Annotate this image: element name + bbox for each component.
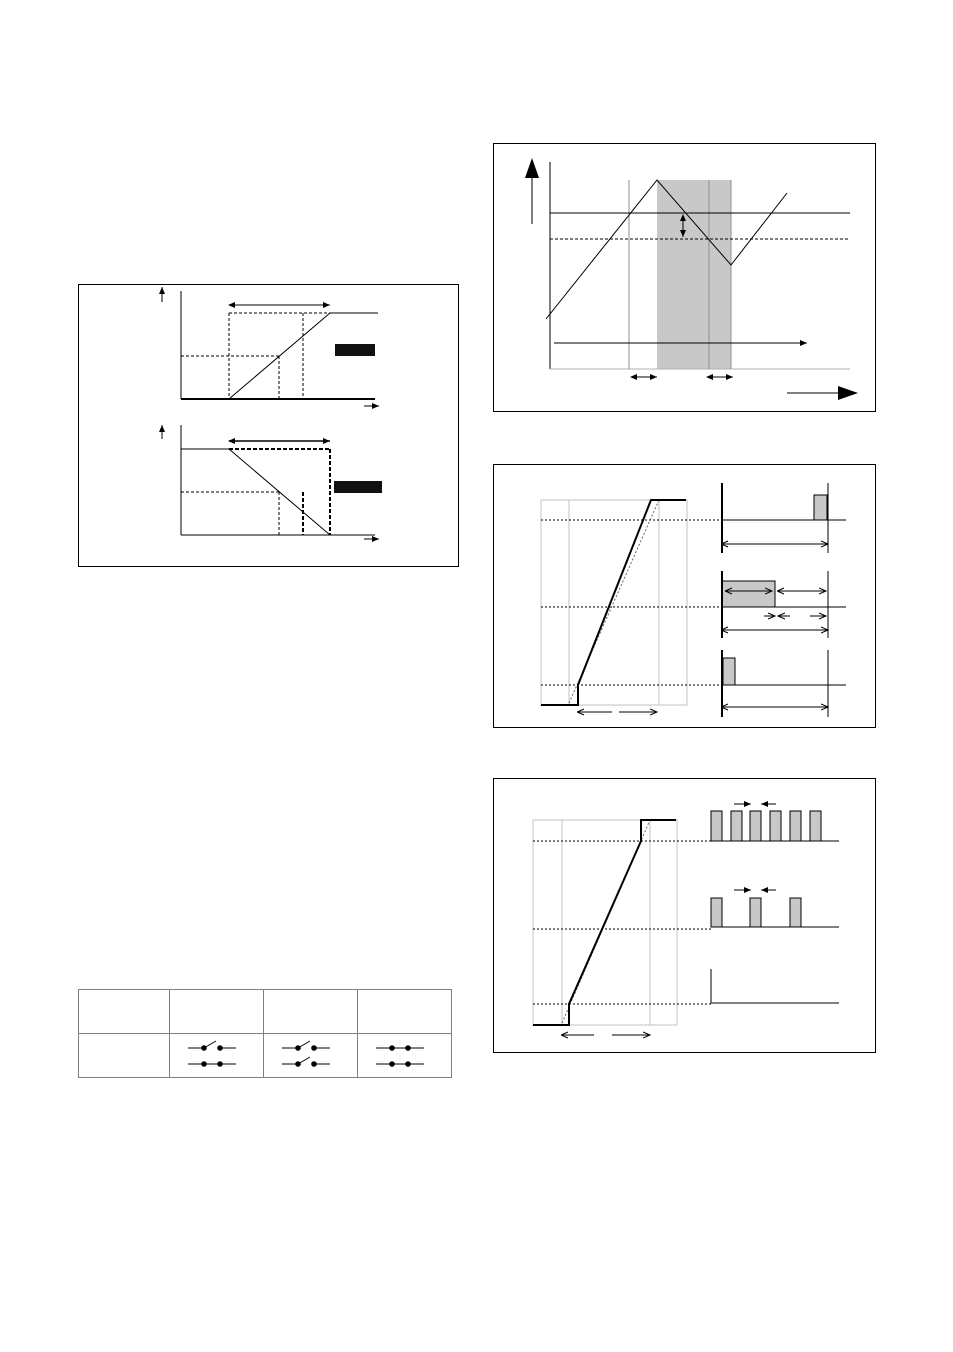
table-header-cell	[358, 990, 452, 1034]
lower-graph	[162, 425, 382, 539]
switch-contact-icon	[358, 1034, 451, 1077]
switch-contact-icon	[170, 1034, 263, 1077]
switch-state-table	[78, 989, 452, 1078]
proportional-band-panel	[78, 284, 459, 567]
upper-graph	[162, 287, 379, 406]
pulse-output-diagram	[494, 779, 875, 1052]
table-header-cell	[264, 990, 358, 1034]
table-row-label	[79, 1034, 170, 1078]
switch-cell	[358, 1034, 452, 1078]
pulse-row-high	[711, 804, 839, 841]
switch-cell	[264, 1034, 358, 1078]
hysteresis-panel	[493, 143, 876, 412]
proportional-band-diagram	[79, 285, 458, 566]
shaded-region	[657, 180, 731, 369]
table-header-cell	[79, 990, 170, 1034]
label-box-reverse	[335, 344, 375, 356]
label-box-direct	[334, 481, 382, 493]
switch-cell	[170, 1034, 264, 1078]
pulse-row-low	[711, 969, 839, 1003]
pulse-row-mid	[711, 890, 839, 927]
time-proportional-diagram	[494, 465, 875, 727]
hysteresis-diagram	[494, 144, 875, 411]
table-row	[79, 1034, 452, 1078]
time-proportional-panel	[493, 464, 876, 728]
pulse-output-panel	[493, 778, 876, 1053]
table-header-cell	[170, 990, 264, 1034]
switch-contact-icon	[264, 1034, 357, 1077]
table-header-row	[79, 990, 452, 1034]
